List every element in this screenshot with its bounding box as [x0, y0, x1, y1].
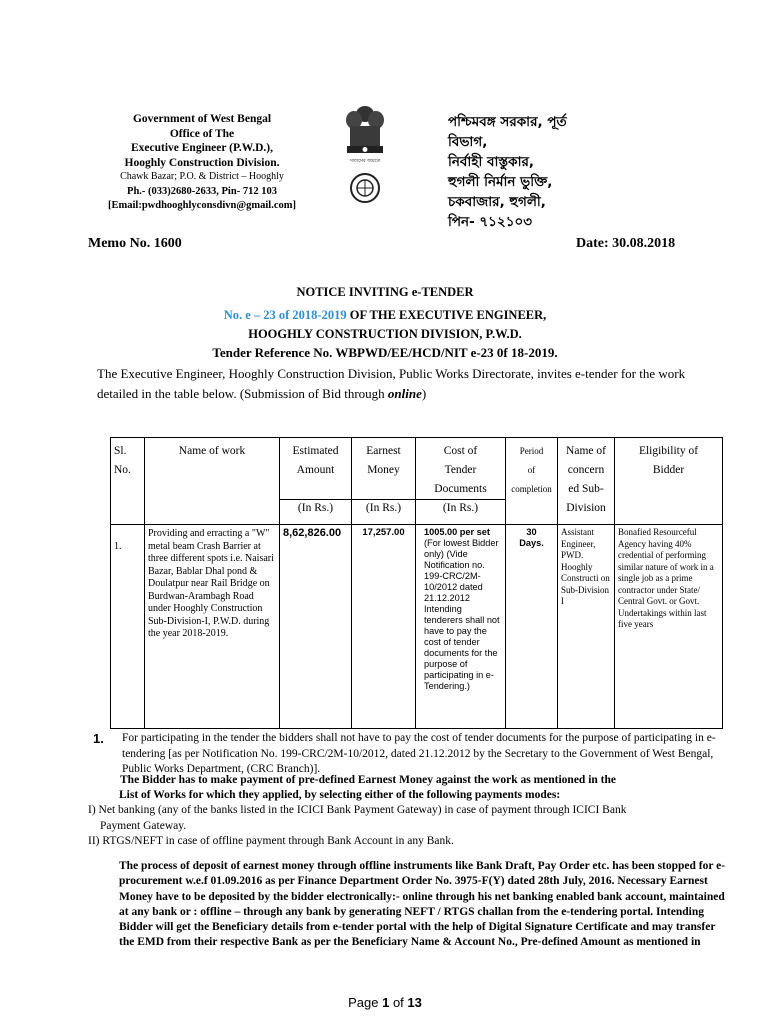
- letterhead-bn-line4: চকবাজার, হুগলী,: [448, 194, 546, 210]
- header-cost: Cost of Tender Documents: [416, 438, 506, 500]
- letterhead-bn-line5: পিন- ৭১২১০৩: [448, 214, 533, 230]
- header-period: Period of completion: [506, 438, 558, 525]
- letterhead-bn-line2: নির্বাহী বাস্তুকার,: [448, 154, 535, 170]
- letterhead-address: Chawk Bazar; P.O. & District – Hooghly: [120, 171, 284, 182]
- memo-number: Memo No. 1600: [88, 236, 182, 251]
- unit-earnest: (In Rs.): [352, 500, 416, 525]
- payment-mode-1: I) Net banking (any of the banks listed in the ICICI Bank Payment Gateway) in case of payment through ICICI Bank: [88, 804, 627, 816]
- header-sl: Sl. No.: [111, 438, 145, 525]
- state-emblem-icon: [335, 100, 395, 210]
- tender-table: [110, 437, 723, 729]
- letterhead-email: [Email:pwdhooghlyconsdivn@gmail.com]: [108, 200, 296, 211]
- cell-estimated: 8,62,826.00: [280, 525, 352, 729]
- cell-earnest: 17,257.00: [352, 525, 416, 729]
- para1-bold-line1: The Bidder has to make payment of pre-defined Earnest Money against the work as mentioned in the: [120, 774, 616, 786]
- cell-eligibility: Bonafied Resourceful Agency having 40% credential of performing similar nature of work in a single job as a prime contractor under State/ Central Govt. or Govt. Undertakings within last five years: [615, 525, 723, 729]
- unit-cost: (In Rs.): [416, 500, 506, 525]
- header-earnest: Earnest Money: [352, 438, 416, 500]
- memo-date: Date: 30.08.2018: [576, 236, 676, 251]
- page-footer: Page 1 of 13: [348, 995, 422, 1010]
- cell-sl: 1.: [111, 525, 145, 729]
- letterhead-office: Office of The: [169, 127, 235, 140]
- para1-bold-line2: List of Works for which they applied, by selecting either of the following payments modes:: [119, 789, 561, 801]
- letterhead-division: Hooghly Construction Division.: [124, 156, 280, 169]
- tender-number-line: [0, 308, 770, 323]
- intro-text: The Executive Engineer, Hooghly Construction Division, Public Works Directorate, invites e-tender for the work detailed in the table below. (Submission of Bid through: [97, 366, 686, 401]
- letterhead-phone: Ph.- (033)2680-2633, Pin- 712 103: [127, 185, 277, 197]
- page-total: 13: [407, 995, 422, 1010]
- letterhead-bn-line3: হুগলী নির্মান ভুক্তি,: [448, 174, 553, 190]
- cell-period: 30 Days.: [506, 525, 558, 729]
- tender-reference: Tender Reference No. WBPWD/EE/HCD/NIT e-23 0f 18-2019.: [212, 345, 558, 360]
- intro-online: online: [387, 386, 422, 401]
- para1-text: For participating in the tender the bidders shall not have to pay the cost of tender documents for the purpose of participating in e- tendering [as per Notification No. 199-CRC/2M-10/2012, dated 21.12.2012 by the Secretary to the Government of West Bengal, Public Works Department, (CRC Branch)].: [122, 732, 716, 775]
- tender-division: HOOGHLY CONSTRUCTION DIVISION, P.W.D.: [248, 327, 522, 341]
- letterhead-bn-line1: পশ্চিমবঙ্গ সরকার, পূর্ত বিভাগ,: [448, 114, 567, 150]
- letterhead-govt: Government of West Bengal: [132, 113, 272, 125]
- unit-estimated: (In Rs.): [280, 500, 352, 525]
- cell-cost: [416, 525, 506, 729]
- page-number: 1: [382, 995, 390, 1010]
- letterhead-english: [102, 112, 302, 214]
- cell-cost-head: 1005.00 per set: [424, 527, 490, 537]
- payment-mode-1-cont: Payment Gateway.: [100, 820, 187, 832]
- intro-end: ): [421, 386, 427, 401]
- intro-paragraph: [97, 364, 697, 404]
- notice-title: NOTICE INVITING e-TENDER: [296, 285, 474, 299]
- header-concern: Name of concern ed Sub- Division: [558, 438, 615, 525]
- para1-number: 1.: [93, 731, 104, 746]
- letterhead-engineer: Executive Engineer (P.W.D.),: [130, 142, 274, 154]
- cell-concern: Assistant Engineer, PWD. Hooghly Constructi on Sub-Division I: [558, 525, 615, 729]
- table-header-row: [111, 438, 723, 500]
- cell-name-of-work: Providing and erracting a "W" metal beam Crash Barrier at three different spots i.e. Naisari Bazar, Bablar Dhal pond & Doulatpur near Rail Bridge on Burdwan-Arambagh Road under Hooghly Construction Sub-Division-I, P.W.D. during the year 2018-2019.: [145, 525, 280, 729]
- payment-mode-2: II) RTGS/NEFT in case of offline payment through Bank Account in any Bank.: [88, 835, 454, 847]
- tender-of: OF THE EXECUTIVE ENGINEER,: [346, 308, 547, 322]
- letterhead-bengali: [448, 112, 598, 232]
- tender-number: No. e – 23 of 2018-2019: [223, 308, 347, 322]
- emd-process-paragraph: The process of deposit of earnest money through offline instruments like Bank Draft, Pay Order etc. has been stopped for e-procurement w.e.f 01.09.2016 as per Finance Department Order No. 3975-F(Y) dated 28th July, 2016. Necessary Earnest Money have to be deposited by the bidder electronically:- online through his net banking enabled bank account, maintained at any bank or : offline – through any bank by generating NEFT / RTGS challan from the e-tendering portal. Intending Bidder will get the Beneficiary details from e-tender portal with the help of Digital Signature Certificate and may transfer the EMD from their respective Bank as per the Beneficiary Name & Account No., Pre-defined Amount as mentioned in: [119, 860, 726, 949]
- cell-cost-note: (For lowest Bidder only) (Vide Notification no. 199-CRC/2M-10/2012 dated 21.12.2012 Intending tenderers shall not have to pay the cost of tender documents for the purpose of participating in e-Tendering.): [424, 538, 500, 691]
- header-name-of-work: Name of work: [145, 438, 280, 525]
- header-eligibility: Eligibility of Bidder: [615, 438, 723, 525]
- header-estimated: Estimated Amount: [280, 438, 352, 500]
- emblem-motto: সত্যমেব জয়তে: [349, 158, 381, 164]
- table-row: [111, 525, 723, 729]
